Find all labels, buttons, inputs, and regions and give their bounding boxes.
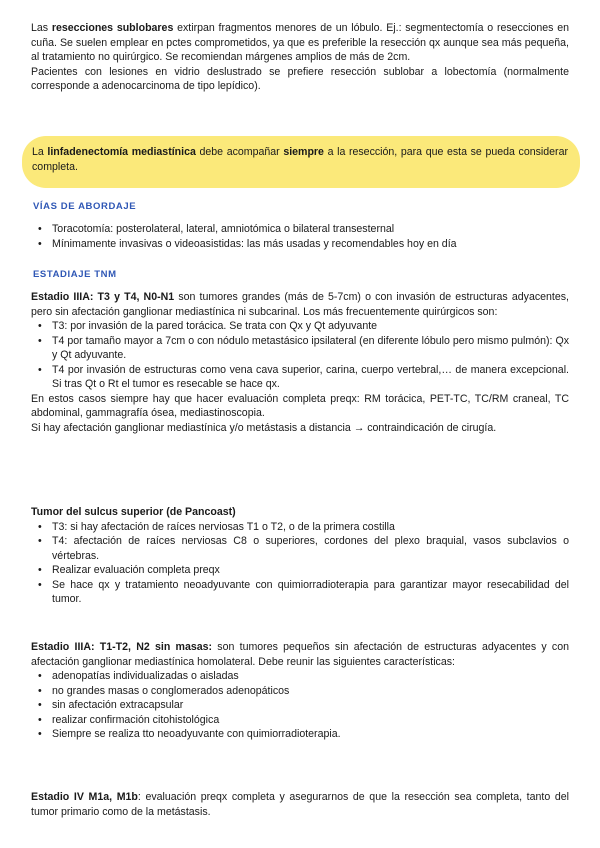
list-item: • no grandes masas o conglomerados adenopáticos [31, 684, 569, 699]
estadio-iiia-n2-intro: Estadio IIIA: T1-T2, N2 sin masas: son tumores pequeños sin afectación de estructuras adyacentes y con afectación ganglionar mediastínica homolateral. Debe reunir las siguientes características: [31, 641, 569, 668]
list-item: • T4 por tamaño mayor a 7cm o con nódulo metastásico ipsilateral (en diferente lóbulo pero mismo pulmón): Qx y Qt adyuvante. [31, 334, 569, 363]
section-heading-estadiaje: ESTADIAJE TNM [33, 269, 117, 280]
highlight-text: La linfadenectomía mediastínica debe acompañar siempre a la resección, para que esta se pueda considerar completa. [32, 146, 568, 173]
list-item: • T4: afectación de raíces nerviosas C8 o superiores, cordones del plexo braquial, vasos subclavios o vértebras. [31, 534, 569, 563]
estadio-iv-section [31, 790, 569, 819]
list-item: • Se hace qx y tratamiento neoadyuvante con quimiorradioterapia para garantizar mayor resecabilidad del tumor. [31, 578, 569, 607]
intro-paragraph-2: Pacientes con lesiones en vidrio deslustrado se prefiere resección sublobar a lobectomía (normalmente corresponde a adenocarcinoma de tipo lepídico). [31, 65, 569, 92]
list-item: • Toracotomía: posterolateral, lateral, amniotómica o bilateral transesternal [31, 222, 569, 237]
estadio-iiia-evaluation-note: En estos casos siempre hay que hacer evaluación completa preqx: RM torácica, PET-TC, TC/RM craneal, TC abdominal, gammagrafía ósea, mediastinoscopia. [31, 392, 569, 419]
estadio-iiia-n2-title: Estadio IIIA: T1-T2, N2 sin masas: [31, 641, 213, 653]
estadio-iiia-t3t4-title: Estadio IIIA: T3 y T4, N0-N1 [31, 291, 175, 303]
estadio-iiia-n2-section [31, 640, 569, 742]
intro-paragraph-1: Las resecciones sublobares extirpan fragmentos menores de un lóbulo. Ej.: segmentectomía o resecciones en cuña. Se suelen emplear en pctes comprometidos, ya que es preferible la resección qx aunque sea más pequeña, al tratamiento no quirúrgico. Se recomiendan márgenes amplios de más de 2cm. [31, 22, 569, 63]
estadio-iv-text: Estadio IV M1a, M1b: evaluación preqx completa y asegurarnos de que la resección sea completa, tanto del tumor primario como de la metástasis. [31, 791, 569, 818]
pancoast-section [31, 505, 569, 607]
list-item: • realizar confirmación citohistológica [31, 713, 569, 728]
term-siempre: siempre [283, 146, 324, 158]
estadio-iiia-contraindication-note: Si hay afectación ganglionar mediastínica y/o metástasis a distancia → contraindicación de cirugía. [31, 421, 497, 434]
pancoast-list [31, 520, 569, 607]
list-item: • adenopatías individualizadas o aisladas [31, 669, 569, 684]
list-item: • sin afectación extracapsular [31, 698, 569, 713]
list-item: • T4 por invasión de estructuras como vena cava superior, carina, cuerpo vertebral,… de manera excepcional. Si tras Qt o Rt el tumor es resecable se hace qx. [31, 363, 569, 392]
pancoast-title: Tumor del sulcus superior (de Pancoast) [31, 506, 236, 518]
list-item: • Siempre se realiza tto neoadyuvante con quimiorradioterapia. [31, 727, 569, 742]
section-heading-vias: VÍAS DE ABORDAJE [33, 201, 137, 212]
estadio-iv-title: Estadio IV M1a, M1b [31, 791, 138, 803]
highlight-box [22, 136, 580, 188]
intro-section [31, 21, 569, 94]
list-item: • T3: por invasión de la pared torácica. Se trata con Qx y Qt adyuvante [31, 319, 569, 334]
list-item: • T3: si hay afectación de raíces nerviosas T1 o T2, o de la primera costilla [31, 520, 569, 535]
estadio-iiia-t3t4-list [31, 319, 569, 392]
term-linfadenectomia: linfadenectomía mediastínica [47, 146, 196, 158]
estadio-iiia-n2-list [31, 669, 569, 742]
term-resecciones-sublobares: resecciones sublobares [51, 22, 174, 34]
vias-list [31, 222, 569, 251]
estadio-iiia-t3t4-section [31, 290, 569, 435]
list-item: • Mínimamente invasivas o videoasistidas: las más usadas y recomendables hoy en día [31, 237, 569, 252]
list-item: • Realizar evaluación completa preqx [31, 563, 569, 578]
estadio-iiia-t3t4-intro: Estadio IIIA: T3 y T4, N0-N1 son tumores grandes (más de 5-7cm) o con invasión de estructuras adyacentes, pero sin afectación ganglionar mediastínica ni subcarinal. Los más frecuentemente quirúrgicos son: [31, 291, 569, 318]
